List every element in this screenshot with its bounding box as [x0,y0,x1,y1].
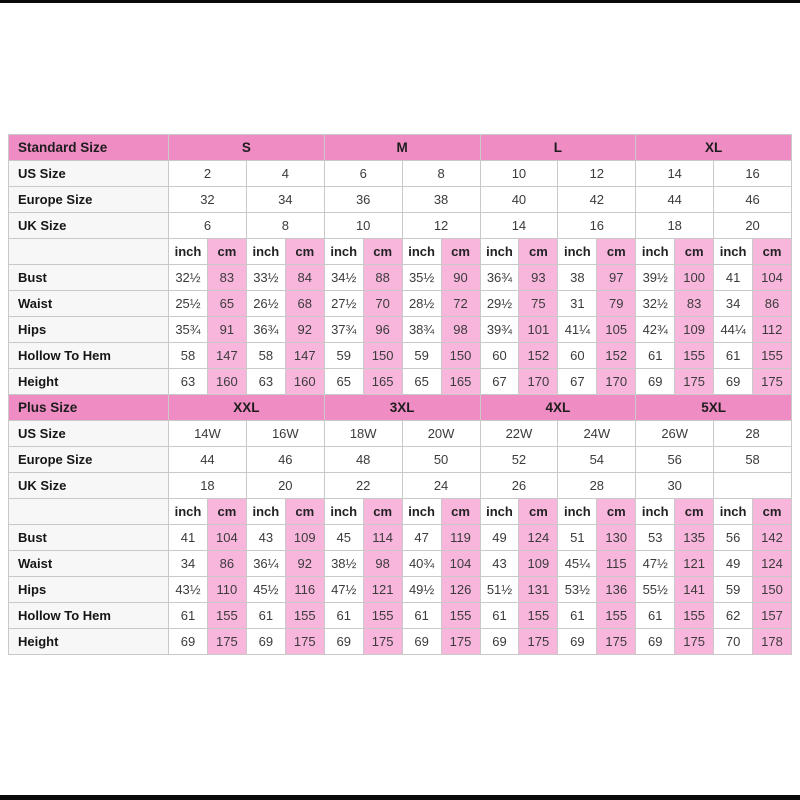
size-value-cell: 32 [169,187,247,213]
inch-value-cell: 61 [246,603,285,629]
cm-value-cell: 124 [753,551,792,577]
size-value-cell: 58 [714,447,792,473]
cm-value-cell: 70 [363,291,402,317]
cm-value-cell: 175 [675,629,714,655]
inch-value-cell: 29½ [480,291,519,317]
table-row [9,603,792,629]
cm-value-cell: 72 [441,291,480,317]
table-row [9,421,792,447]
inch-value-cell: 58 [246,343,285,369]
table-row [9,239,792,265]
cm-value-cell: 105 [597,317,636,343]
inch-value-cell: 65 [402,369,441,395]
unit-cm-cell: cm [675,239,714,265]
cm-value-cell: 175 [597,629,636,655]
table-row [9,499,792,525]
inch-value-cell: 59 [324,343,363,369]
cm-value-cell: 131 [519,577,558,603]
cm-value-cell: 147 [207,343,246,369]
cm-value-cell: 100 [675,265,714,291]
inch-value-cell: 69 [169,629,208,655]
size-value-cell: 36 [324,187,402,213]
inch-value-cell: 32½ [636,291,675,317]
cm-value-cell: 90 [441,265,480,291]
inch-value-cell: 36¾ [246,317,285,343]
size-chart-container [8,134,792,655]
cm-value-cell: 86 [207,551,246,577]
cm-value-cell: 147 [285,343,324,369]
inch-value-cell: 31 [558,291,597,317]
size-value-cell: 20 [246,473,324,499]
cm-value-cell: 84 [285,265,324,291]
size-value-cell [714,473,792,499]
cm-value-cell: 175 [285,629,324,655]
table-row [9,525,792,551]
inch-value-cell: 44¼ [714,317,753,343]
cm-value-cell: 170 [597,369,636,395]
cm-value-cell: 155 [675,603,714,629]
table-row [9,473,792,499]
inch-value-cell: 45¼ [558,551,597,577]
size-value-cell: 30 [636,473,714,499]
size-value-cell: 18W [324,421,402,447]
cm-value-cell: 126 [441,577,480,603]
cm-value-cell: 104 [753,265,792,291]
size-group-title: Plus Size [9,395,169,421]
inch-value-cell: 65 [324,369,363,395]
inch-value-cell: 32½ [169,265,208,291]
cm-value-cell: 83 [207,265,246,291]
table-row [9,317,792,343]
inch-value-cell: 51 [558,525,597,551]
size-group-title: Standard Size [9,135,169,161]
size-chart-table [8,134,792,655]
inch-value-cell: 43½ [169,577,208,603]
size-group-header: 5XL [636,395,792,421]
cm-value-cell: 114 [363,525,402,551]
inch-value-cell: 25½ [169,291,208,317]
inch-value-cell: 69 [324,629,363,655]
inch-value-cell: 45½ [246,577,285,603]
inch-value-cell: 41¼ [558,317,597,343]
unit-cm-cell: cm [207,239,246,265]
size-value-cell: 54 [558,447,636,473]
inch-value-cell: 53½ [558,577,597,603]
row-label: Waist [9,291,169,317]
cm-value-cell: 160 [207,369,246,395]
cm-value-cell: 157 [753,603,792,629]
inch-value-cell: 34½ [324,265,363,291]
cm-value-cell: 155 [207,603,246,629]
cm-value-cell: 109 [675,317,714,343]
size-value-cell: 52 [480,447,558,473]
table-row [9,447,792,473]
inch-value-cell: 33½ [246,265,285,291]
size-value-cell: 48 [324,447,402,473]
table-row [9,395,792,421]
unit-cm-cell: cm [675,499,714,525]
unit-inch-cell: inch [402,499,441,525]
inch-value-cell: 27½ [324,291,363,317]
cm-value-cell: 175 [207,629,246,655]
inch-value-cell: 39½ [636,265,675,291]
row-label: Waist [9,551,169,577]
size-value-cell: 46 [714,187,792,213]
inch-value-cell: 63 [246,369,285,395]
cm-value-cell: 175 [441,629,480,655]
unit-inch-cell: inch [324,499,363,525]
table-row [9,291,792,317]
size-value-cell: 26 [480,473,558,499]
cm-value-cell: 155 [363,603,402,629]
cm-value-cell: 109 [519,551,558,577]
size-value-cell: 14W [169,421,247,447]
size-value-cell: 20W [402,421,480,447]
inch-value-cell: 47 [402,525,441,551]
inch-value-cell: 60 [480,343,519,369]
table-row [9,369,792,395]
row-label: UK Size [9,213,169,239]
size-value-cell: 46 [246,447,324,473]
size-value-cell: 42 [558,187,636,213]
unit-row-spacer [9,239,169,265]
row-label: Europe Size [9,447,169,473]
size-value-cell: 18 [636,213,714,239]
inch-value-cell: 40¾ [402,551,441,577]
cm-value-cell: 98 [441,317,480,343]
cm-value-cell: 155 [675,343,714,369]
cm-value-cell: 96 [363,317,402,343]
size-value-cell: 18 [169,473,247,499]
cm-value-cell: 101 [519,317,558,343]
size-value-cell: 34 [246,187,324,213]
unit-inch-cell: inch [480,499,519,525]
row-label: Hips [9,317,169,343]
inch-value-cell: 47½ [636,551,675,577]
cm-value-cell: 136 [597,577,636,603]
inch-value-cell: 62 [714,603,753,629]
row-label: US Size [9,161,169,187]
inch-value-cell: 55½ [636,577,675,603]
cm-value-cell: 119 [441,525,480,551]
cm-value-cell: 79 [597,291,636,317]
unit-row-spacer [9,499,169,525]
inch-value-cell: 69 [480,629,519,655]
row-label: Europe Size [9,187,169,213]
cm-value-cell: 65 [207,291,246,317]
size-value-cell: 26W [636,421,714,447]
cm-value-cell: 92 [285,551,324,577]
inch-value-cell: 41 [169,525,208,551]
cm-value-cell: 150 [363,343,402,369]
cm-value-cell: 115 [597,551,636,577]
cm-value-cell: 93 [519,265,558,291]
cm-value-cell: 104 [207,525,246,551]
size-value-cell: 2 [169,161,247,187]
cm-value-cell: 165 [441,369,480,395]
cm-value-cell: 155 [441,603,480,629]
inch-value-cell: 61 [480,603,519,629]
unit-inch-cell: inch [558,239,597,265]
cm-value-cell: 155 [519,603,558,629]
inch-value-cell: 69 [636,629,675,655]
size-value-cell: 8 [402,161,480,187]
inch-value-cell: 53 [636,525,675,551]
cm-value-cell: 91 [207,317,246,343]
inch-value-cell: 45 [324,525,363,551]
inch-value-cell: 56 [714,525,753,551]
inch-value-cell: 69 [558,629,597,655]
cm-value-cell: 92 [285,317,324,343]
size-value-cell: 16 [558,213,636,239]
cm-value-cell: 98 [363,551,402,577]
table-row [9,629,792,655]
size-group-header: S [169,135,325,161]
inch-value-cell: 26½ [246,291,285,317]
cm-value-cell: 150 [441,343,480,369]
inch-value-cell: 39¾ [480,317,519,343]
size-value-cell: 8 [246,213,324,239]
cm-value-cell: 109 [285,525,324,551]
table-row [9,135,792,161]
size-value-cell: 22 [324,473,402,499]
inch-value-cell: 58 [169,343,208,369]
inch-value-cell: 43 [480,551,519,577]
inch-value-cell: 41 [714,265,753,291]
table-row [9,577,792,603]
size-group-header: 4XL [480,395,636,421]
size-group-header: 3XL [324,395,480,421]
size-value-cell: 28 [558,473,636,499]
cm-value-cell: 155 [753,343,792,369]
table-row [9,343,792,369]
size-value-cell: 24W [558,421,636,447]
inch-value-cell: 35½ [402,265,441,291]
inch-value-cell: 69 [714,369,753,395]
cm-value-cell: 83 [675,291,714,317]
size-value-cell: 16W [246,421,324,447]
inch-value-cell: 67 [480,369,519,395]
unit-inch-cell: inch [636,239,675,265]
inch-value-cell: 61 [558,603,597,629]
inch-value-cell: 59 [402,343,441,369]
inch-value-cell: 61 [636,603,675,629]
size-group-header: L [480,135,636,161]
unit-cm-cell: cm [519,499,558,525]
cm-value-cell: 116 [285,577,324,603]
size-group-header: XL [636,135,792,161]
inch-value-cell: 49½ [402,577,441,603]
table-row [9,187,792,213]
size-value-cell: 28 [714,421,792,447]
inch-value-cell: 61 [636,343,675,369]
inch-value-cell: 60 [558,343,597,369]
cm-value-cell: 178 [753,629,792,655]
bottom-border-line [0,795,800,800]
row-label: Hollow To Hem [9,343,169,369]
unit-cm-cell: cm [753,239,792,265]
unit-cm-cell: cm [441,239,480,265]
size-value-cell: 20 [714,213,792,239]
table-row [9,213,792,239]
inch-value-cell: 43 [246,525,285,551]
unit-inch-cell: inch [636,499,675,525]
unit-cm-cell: cm [285,239,324,265]
size-value-cell: 14 [480,213,558,239]
cm-value-cell: 175 [363,629,402,655]
cm-value-cell: 175 [675,369,714,395]
unit-cm-cell: cm [207,499,246,525]
table-row [9,551,792,577]
cm-value-cell: 121 [675,551,714,577]
size-value-cell: 40 [480,187,558,213]
unit-cm-cell: cm [441,499,480,525]
cm-value-cell: 86 [753,291,792,317]
cm-value-cell: 155 [597,603,636,629]
size-group-header: M [324,135,480,161]
inch-value-cell: 59 [714,577,753,603]
size-value-cell: 44 [636,187,714,213]
unit-inch-cell: inch [324,239,363,265]
inch-value-cell: 63 [169,369,208,395]
inch-value-cell: 38¾ [402,317,441,343]
unit-cm-cell: cm [363,239,402,265]
inch-value-cell: 34 [169,551,208,577]
inch-value-cell: 67 [558,369,597,395]
unit-cm-cell: cm [597,499,636,525]
cm-value-cell: 112 [753,317,792,343]
size-value-cell: 12 [558,161,636,187]
inch-value-cell: 61 [324,603,363,629]
size-value-cell: 10 [324,213,402,239]
row-label: Bust [9,525,169,551]
cm-value-cell: 150 [753,577,792,603]
cm-value-cell: 97 [597,265,636,291]
unit-cm-cell: cm [363,499,402,525]
unit-cm-cell: cm [597,239,636,265]
cm-value-cell: 155 [285,603,324,629]
top-border-line [0,0,800,3]
size-value-cell: 44 [169,447,247,473]
inch-value-cell: 38 [558,265,597,291]
unit-cm-cell: cm [753,499,792,525]
size-value-cell: 50 [402,447,480,473]
inch-value-cell: 47½ [324,577,363,603]
unit-inch-cell: inch [558,499,597,525]
inch-value-cell: 49 [480,525,519,551]
cm-value-cell: 142 [753,525,792,551]
inch-value-cell: 37¾ [324,317,363,343]
unit-inch-cell: inch [402,239,441,265]
inch-value-cell: 36¼ [246,551,285,577]
cm-value-cell: 68 [285,291,324,317]
cm-value-cell: 88 [363,265,402,291]
cm-value-cell: 121 [363,577,402,603]
row-label: Bust [9,265,169,291]
cm-value-cell: 152 [519,343,558,369]
cm-value-cell: 124 [519,525,558,551]
size-value-cell: 22W [480,421,558,447]
row-label: Height [9,369,169,395]
unit-inch-cell: inch [246,239,285,265]
cm-value-cell: 152 [597,343,636,369]
cm-value-cell: 130 [597,525,636,551]
unit-inch-cell: inch [246,499,285,525]
inch-value-cell: 42¾ [636,317,675,343]
table-row [9,161,792,187]
unit-inch-cell: inch [714,239,753,265]
size-value-cell: 14 [636,161,714,187]
inch-value-cell: 61 [169,603,208,629]
cm-value-cell: 175 [753,369,792,395]
cm-value-cell: 175 [519,629,558,655]
size-value-cell: 6 [324,161,402,187]
size-value-cell: 12 [402,213,480,239]
unit-inch-cell: inch [714,499,753,525]
cm-value-cell: 75 [519,291,558,317]
inch-value-cell: 34 [714,291,753,317]
size-value-cell: 16 [714,161,792,187]
size-value-cell: 10 [480,161,558,187]
table-row [9,265,792,291]
cm-value-cell: 165 [363,369,402,395]
inch-value-cell: 69 [246,629,285,655]
row-label: Hollow To Hem [9,603,169,629]
unit-inch-cell: inch [480,239,519,265]
size-value-cell: 4 [246,161,324,187]
cm-value-cell: 104 [441,551,480,577]
inch-value-cell: 35¾ [169,317,208,343]
size-value-cell: 6 [169,213,247,239]
inch-value-cell: 70 [714,629,753,655]
cm-value-cell: 135 [675,525,714,551]
inch-value-cell: 28½ [402,291,441,317]
inch-value-cell: 61 [402,603,441,629]
size-value-cell: 38 [402,187,480,213]
cm-value-cell: 141 [675,577,714,603]
cm-value-cell: 160 [285,369,324,395]
inch-value-cell: 61 [714,343,753,369]
size-value-cell: 56 [636,447,714,473]
inch-value-cell: 49 [714,551,753,577]
row-label: US Size [9,421,169,447]
inch-value-cell: 69 [636,369,675,395]
unit-inch-cell: inch [169,499,208,525]
cm-value-cell: 110 [207,577,246,603]
inch-value-cell: 69 [402,629,441,655]
unit-cm-cell: cm [519,239,558,265]
size-value-cell: 24 [402,473,480,499]
inch-value-cell: 38½ [324,551,363,577]
unit-cm-cell: cm [285,499,324,525]
row-label: Height [9,629,169,655]
unit-inch-cell: inch [169,239,208,265]
inch-value-cell: 36¾ [480,265,519,291]
inch-value-cell: 51½ [480,577,519,603]
row-label: UK Size [9,473,169,499]
size-group-header: XXL [169,395,325,421]
row-label: Hips [9,577,169,603]
cm-value-cell: 170 [519,369,558,395]
